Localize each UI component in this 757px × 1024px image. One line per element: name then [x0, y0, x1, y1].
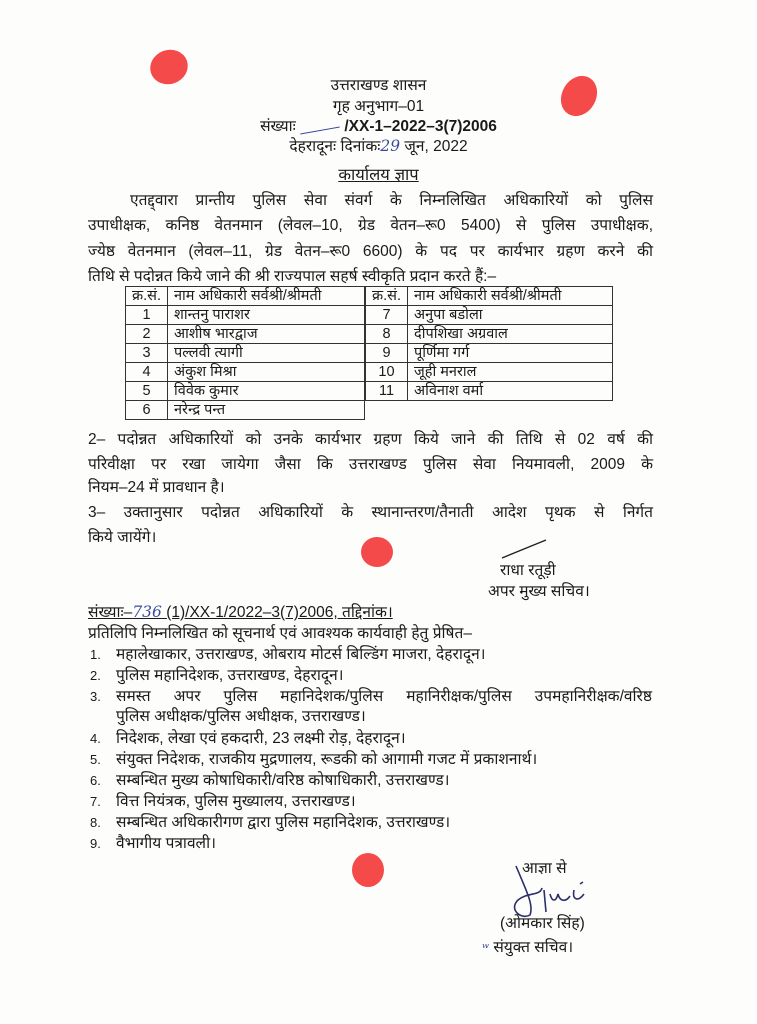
row-name: विवेक कुमार [168, 382, 365, 401]
list-item [90, 768, 450, 790]
copy-reference-number [88, 600, 393, 622]
header-name: नाम अधिकारी सर्वश्री/श्रीमती [408, 287, 613, 306]
table-row [366, 344, 613, 363]
reference-number [0, 114, 757, 136]
row-name: अविनाश वर्मा [408, 382, 613, 401]
item-number: 8. [90, 815, 101, 830]
by-order-text: आज्ञा से [522, 860, 567, 877]
table-row [126, 306, 365, 325]
header-name: नाम अधिकारी सर्वश्री/श्रीमती [168, 287, 365, 306]
item-number: 3. [90, 689, 101, 704]
signatory1-designation: अपर मुख्य सचिव। [488, 583, 590, 600]
table-row [126, 382, 365, 401]
date-handwritten: 29 [380, 137, 401, 155]
para3-line: 3– उक्तानुसार पदोन्नत अधिकारियों के स्थानान्तरण/तैनाती आदेश पृथक से निर्गत [88, 504, 653, 521]
item-text: पुलिस महानिदेशक, उत्तराखण्ड, देहरादून। [116, 667, 344, 684]
item-number: 4. [90, 731, 101, 746]
item-text: संयुक्त निदेशक, राजकीय मुद्रणालय, रूडकी को आगामी गजट में प्रकाशनार्थ। [116, 751, 538, 768]
row-name: पल्लवी त्यागी [168, 344, 365, 363]
designation-text: संयुक्त सचिव। [493, 939, 574, 956]
row-name: पूर्णिमा गर्ग [408, 344, 613, 363]
row-name: अंकुश मिश्रा [168, 363, 365, 382]
item-number: 6. [90, 773, 101, 788]
table-row [366, 382, 613, 401]
row-sn: 5 [126, 382, 168, 401]
signatory1-name: राधा रतूड़ी [500, 562, 556, 579]
list-item [90, 726, 406, 748]
list-item [90, 747, 537, 769]
signature-mark [500, 538, 550, 560]
department-name: गृह अनुभाग–01 [332, 98, 425, 115]
row-sn: 9 [366, 344, 408, 363]
para3-line: किये जायेंगे। [88, 529, 157, 546]
row-sn: 8 [366, 325, 408, 344]
row-sn: 1 [126, 306, 168, 325]
table-row [126, 363, 365, 382]
row-sn: 4 [126, 363, 168, 382]
list-item [90, 684, 652, 706]
officers-table-right [365, 286, 613, 401]
row-sn: 2 [126, 325, 168, 344]
row-sn: 3 [126, 344, 168, 363]
row-sn: 6 [126, 401, 168, 420]
item-text: सम्बन्धित अधिकारीगण द्वारा पुलिस महानिदेशक, उत्तराखण्ड। [116, 814, 451, 831]
row-name: दीपशिखा अग्रवाल [408, 325, 613, 344]
para1-line: ज्येष्ठ वेतनमान (लेवल–11, ग्रेड वेतन–रू0 6600) के पद पर कार्यभार ग्रहण करने की [88, 243, 653, 260]
copy-number-rest: (1)/XX-1/2022–3(7)2006, तद्दिनांक। [166, 604, 393, 621]
officers-table-left [125, 286, 365, 420]
row-sn: 10 [366, 363, 408, 382]
para2-line: परिवीक्षा पर रखा जायेगा जैसा कि उत्तराखण्ड पुलिस सेवा नियमावली, 2009 के [88, 456, 653, 473]
table-row [366, 325, 613, 344]
item-number: 7. [90, 794, 101, 809]
para1-line: उपाधीक्षक, कनिष्ठ वेतनमान (लेवल–10, ग्रेड वेतन–रू0 5400) से पुलिस उपाधीक्षक, [88, 217, 653, 234]
copy-number-prefix: संख्याः– [88, 604, 133, 621]
header-sn: क्र.सं. [366, 287, 408, 306]
list-item [90, 642, 486, 664]
row-sn: 7 [366, 306, 408, 325]
signatory2-designation [482, 935, 573, 957]
row-name: आशीष भारद्वाज [168, 325, 365, 344]
item-number: 5. [90, 752, 101, 767]
date-rest: जून, 2022 [404, 138, 468, 155]
number-label: संख्याः [260, 118, 296, 135]
row-name: शान्तनु पाराशर [168, 306, 365, 325]
table-row [366, 363, 613, 382]
item-text: वित्त नियंत्रक, पुलिस मुख्यालय, उत्तराखण्ड। [116, 793, 356, 810]
item-text: महालेखाकार, उत्तराखण्ड, ओबराय मोटर्स बिल्डिंग माजरा, देहरादून। [116, 646, 486, 663]
item-text: समस्त अपर पुलिस महानिदेशक/पुलिस महानिरीक्षक/पुलिस उपमहानिरीक्षक/वरिष्ठ [116, 688, 652, 705]
item-number: 9. [90, 836, 101, 851]
item-text: निदेशक, लेखा एवं हकदारी, 23 लक्ष्मी रोड़, देहरादून। [116, 730, 406, 747]
item-text: सम्बन्धित मुख्य कोषाधिकारी/वरिष्ठ कोषाधिकारी, उत्तराखण्ड। [116, 772, 450, 789]
table-row [366, 306, 613, 325]
initials-mark: ʷ [482, 941, 490, 956]
document-title: कार्यालय ज्ञाप [338, 166, 419, 184]
issue-date [0, 134, 757, 156]
item-text: वैभागीय पत्रावली। [116, 835, 216, 852]
table-row [126, 344, 365, 363]
para1-line: एतद्द्वारा प्रान्तीय पुलिस सेवा संवर्ग के निम्नलिखित अधिकारियों को पुलिस [130, 192, 653, 209]
date-label: देहरादूनः दिनांकः [289, 138, 381, 155]
para2-line: 2– पदोन्नत अधिकारियों को उनके कार्यभार ग्रहण किये जाने की तिथि से 02 वर्ष की [88, 431, 653, 448]
number-value: /XX-1–2022–3(7)2006 [344, 118, 497, 135]
item-number: 1. [90, 647, 101, 662]
list-item [90, 810, 450, 832]
government-name: उत्तराखण्ड शासन [330, 77, 427, 94]
list-item-continuation: पुलिस अधीक्षक/पुलिस अधीक्षक, उत्तराखण्ड। [116, 708, 366, 725]
signatory2-name: (ओमकार सिंह) [500, 915, 585, 932]
row-name: जूही मनराल [408, 363, 613, 382]
para2-line: नियम–24 में प्रावधान है। [88, 479, 225, 496]
item-number: 2. [90, 668, 101, 683]
table-row [126, 401, 365, 420]
header-sn: क्र.सं. [126, 287, 168, 306]
copy-intro: प्रतिलिपि निम्नलिखित को सूचनार्थ एवं आवश्यक कार्यवाही हेतु प्रेषित– [88, 625, 472, 642]
row-sn: 11 [366, 382, 408, 401]
list-item [90, 831, 216, 853]
row-name: नरेन्द्र पन्त [168, 401, 365, 420]
list-item [90, 663, 344, 685]
red-mark [352, 853, 384, 887]
table-row [126, 325, 365, 344]
row-name: अनुपा बडोला [408, 306, 613, 325]
para1-line: तिथि से पदोन्नत किये जाने की श्री राज्यपाल सहर्ष स्वीकृति प्रदान करते हैं:– [88, 268, 497, 285]
copy-number-handwritten: 736 [132, 603, 162, 621]
list-item [90, 789, 356, 811]
